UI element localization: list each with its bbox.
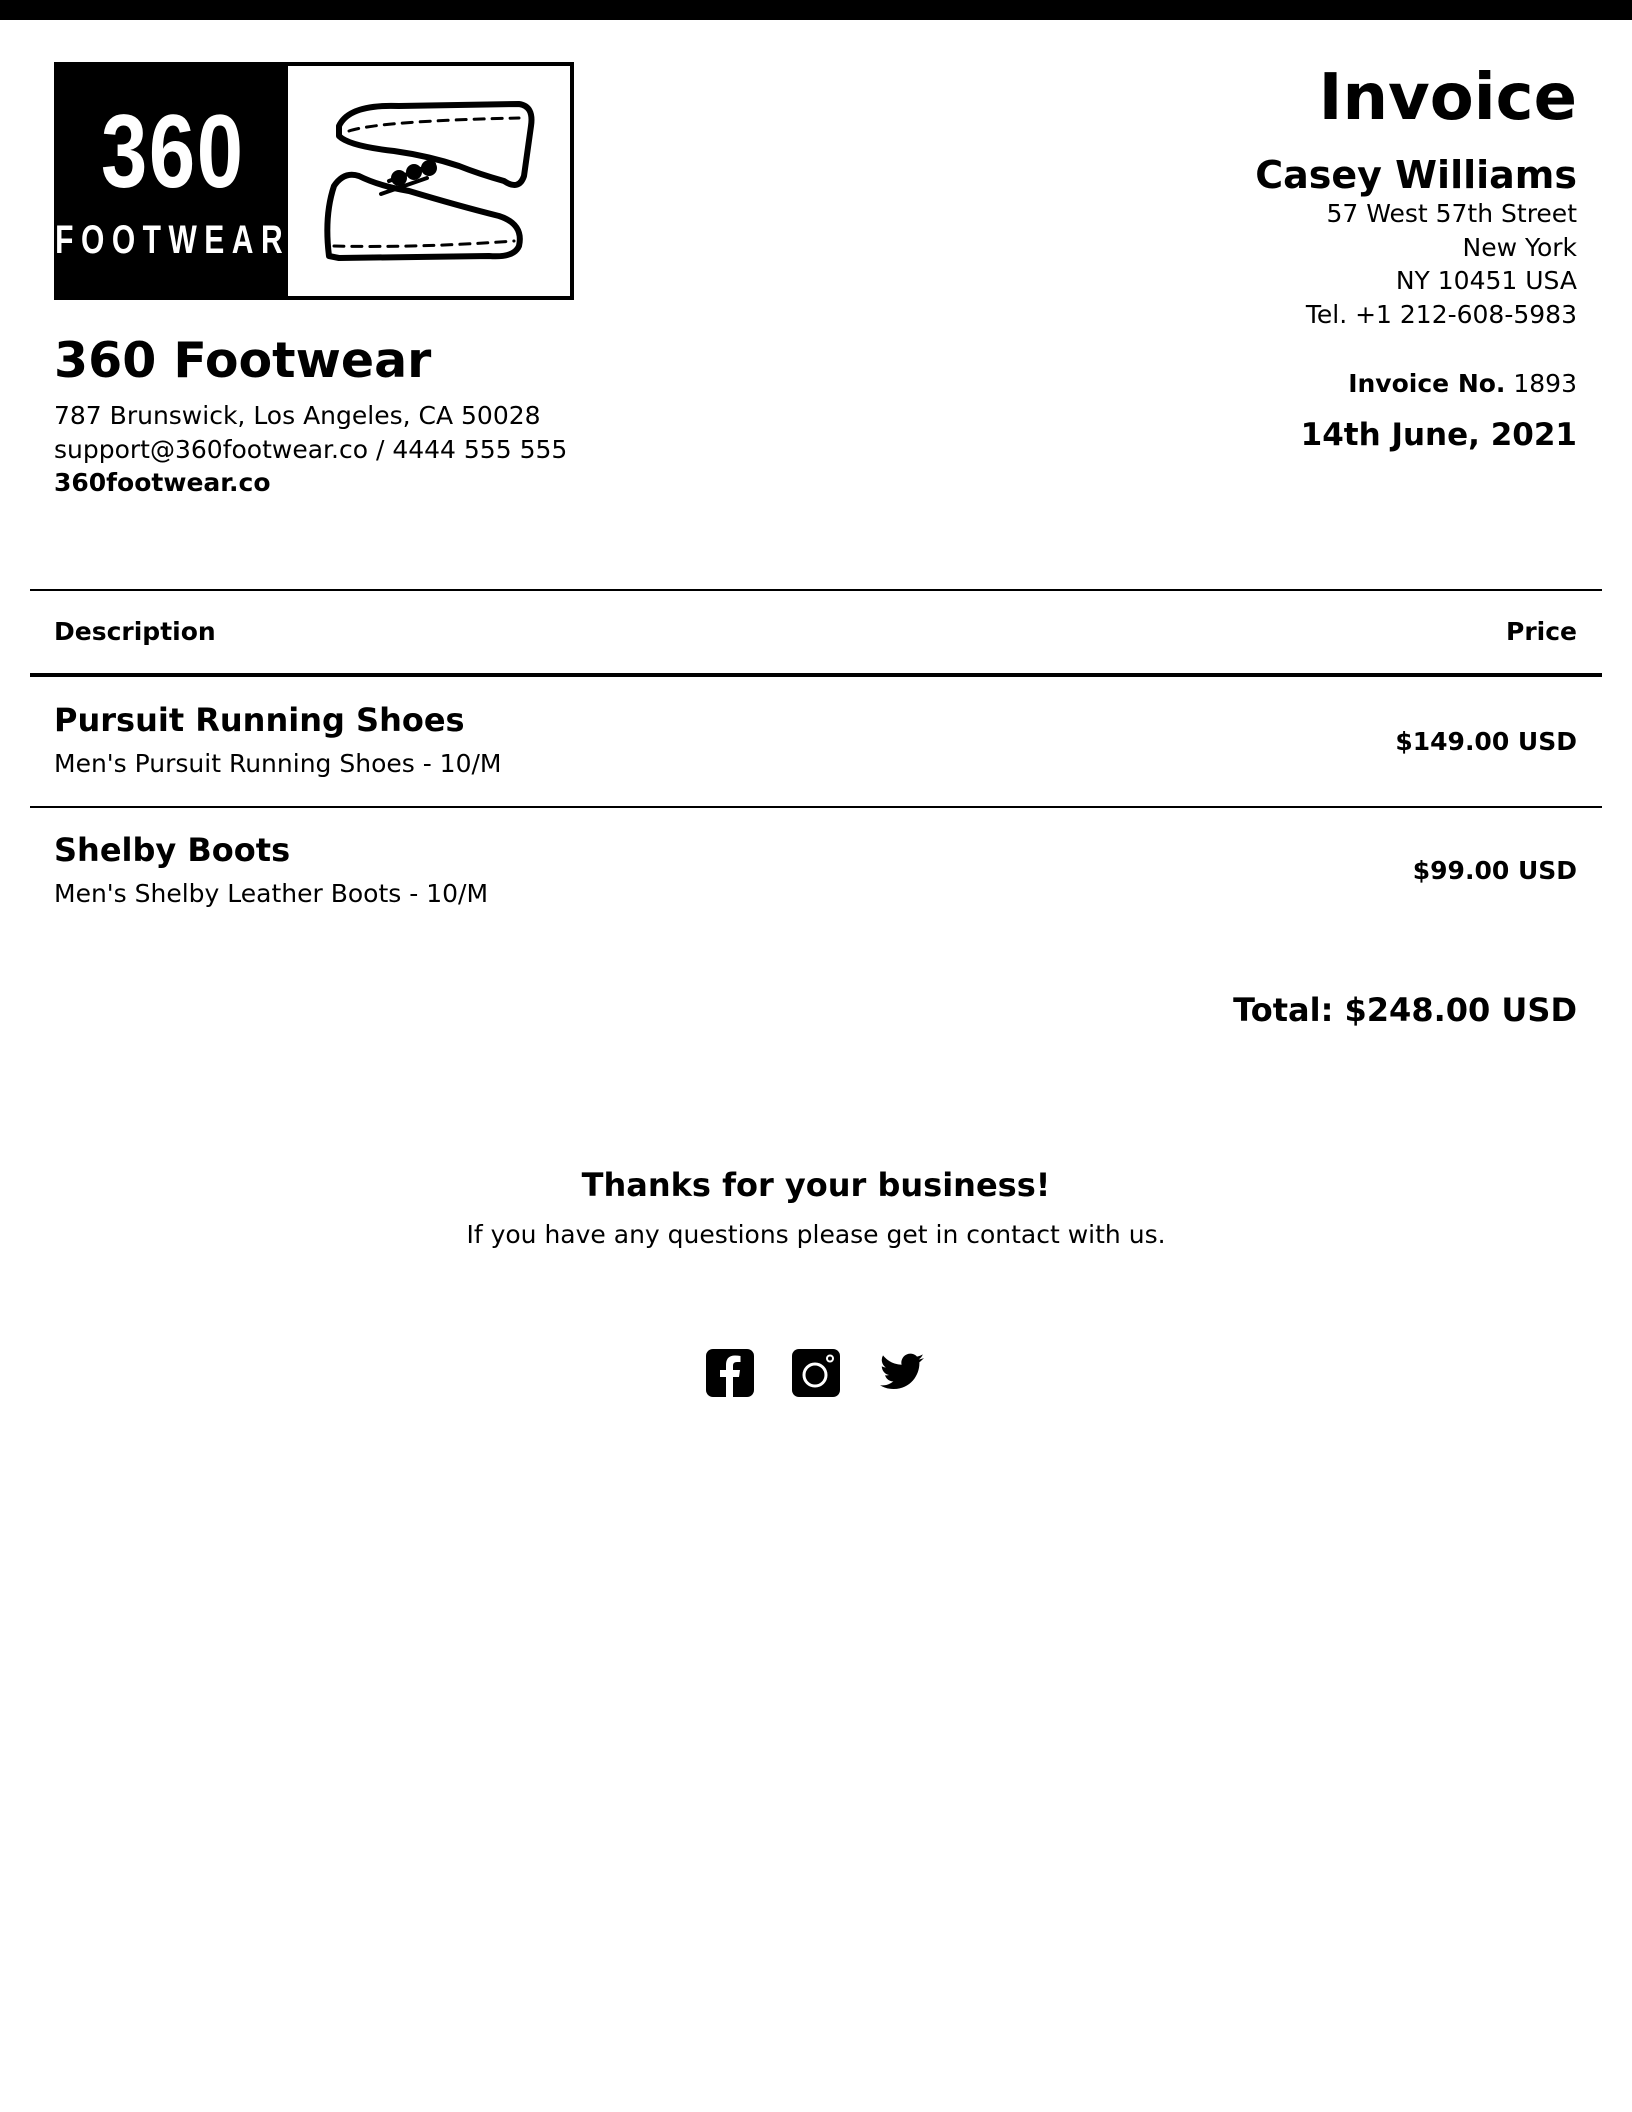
customer-city: New York [1462, 233, 1577, 262]
invoice-date: 14th June, 2021 [1300, 417, 1577, 453]
table-header-divider [30, 673, 1602, 677]
invoice-title: Invoice [1318, 61, 1577, 135]
row-divider [30, 806, 1602, 808]
company-address: 787 Brunswick, Los Angeles, CA 50028 [54, 401, 541, 430]
logo-word: FOOTWEAR [55, 217, 291, 262]
company-contact[interactable]: support@360footwear.co / 4444 555 555 [54, 435, 568, 464]
invoice-total: Total: $248.00 USD [1233, 991, 1577, 1029]
header-description: Description [54, 617, 216, 646]
item-detail: Men's Shelby Leather Boots - 10/M [54, 879, 489, 908]
top-bar [0, 0, 1632, 20]
customer-phone: Tel. +1 212-608-5983 [1305, 300, 1577, 329]
item-detail: Men's Pursuit Running Shoes - 10/M [54, 749, 502, 778]
item-price: $99.00 USD [1412, 856, 1577, 885]
table-top-divider [30, 589, 1602, 591]
contact-message: If you have any questions please get in contact with us. [466, 1220, 1166, 1249]
header-price: Price [1506, 617, 1577, 646]
customer-name: Casey Williams [1255, 153, 1577, 197]
customer-zip: NY 10451 USA [1395, 266, 1577, 295]
company-website[interactable]: 360footwear.co [54, 468, 271, 497]
item-name: Shelby Boots [54, 831, 291, 869]
thanks-heading: Thanks for your business! [581, 1166, 1051, 1204]
company-logo [54, 62, 574, 300]
instagram-icon[interactable] [792, 1349, 840, 1397]
facebook-icon[interactable] [706, 1349, 754, 1397]
company-name: 360 Footwear [54, 332, 432, 389]
item-price: $149.00 USD [1395, 727, 1577, 756]
customer-street: 57 West 57th Street [1326, 199, 1577, 228]
invoice-number [1348, 367, 1577, 401]
logo-number: 360 [101, 93, 245, 210]
invoice-number-value: 1893 [1513, 369, 1577, 398]
twitter-icon[interactable] [878, 1349, 926, 1397]
shoes-icon [288, 66, 570, 296]
item-name: Pursuit Running Shoes [54, 701, 465, 739]
invoice-number-label: Invoice No. [1348, 369, 1506, 398]
